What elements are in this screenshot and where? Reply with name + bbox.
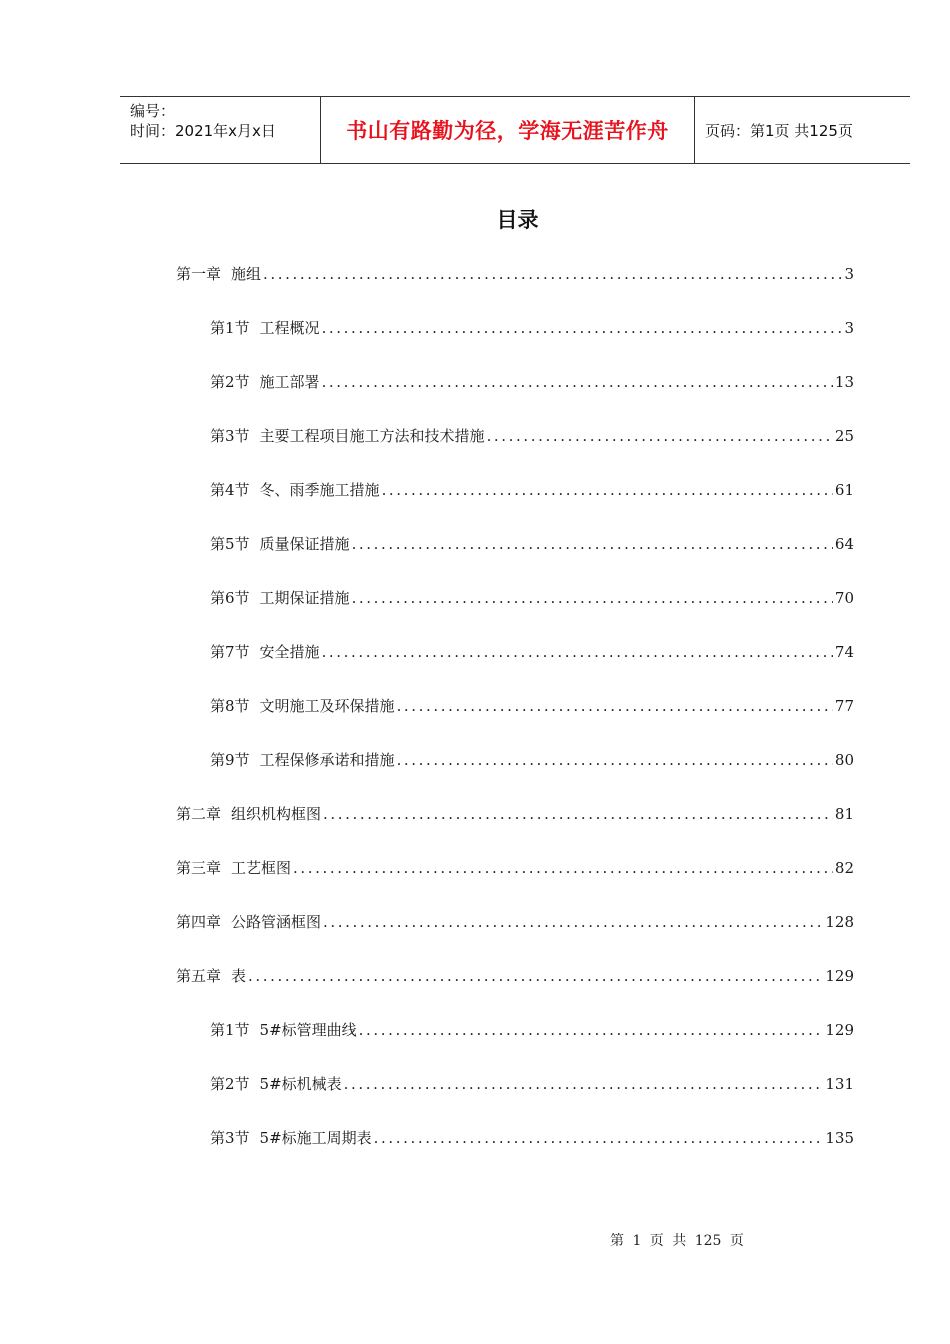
toc-leader-dots: [263, 262, 842, 286]
toc-entry-section[interactable]: [210, 532, 854, 556]
toc-entry-label: 质量保证措施: [259, 535, 350, 553]
toc-leader-dots: [397, 748, 833, 772]
toc-leader-dots: [352, 586, 833, 610]
toc-leader-dots: [322, 640, 833, 664]
toc-entry-chapter-4[interactable]: [176, 910, 854, 934]
toc-entry-number: 第3节: [210, 427, 250, 445]
toc-entry-label: 安全措施: [259, 643, 320, 661]
toc-entry-label: 组织机构框图: [231, 805, 322, 823]
motto-text: 书山有路勤为径，学海无涯苦作舟: [346, 119, 669, 143]
toc-leader-dots: [323, 910, 823, 934]
toc-entry-label: 工艺框图: [231, 859, 292, 877]
toc-entry-page: 131: [825, 1075, 854, 1093]
toc-entry-label: 施工部署: [259, 373, 320, 391]
toc-entry-number: 第一章: [176, 265, 222, 283]
toc-entry-page: 135: [825, 1129, 854, 1147]
toc-entry-section[interactable]: [210, 748, 854, 772]
toc-entry-page: 128: [825, 913, 854, 931]
toc-leader-dots: [248, 964, 823, 988]
page-info-text: 页码：第1页 共125页: [705, 121, 853, 140]
toc-leader-dots: [344, 1072, 824, 1096]
toc-entry-number: 第3节: [210, 1129, 250, 1147]
toc-entry-chapter-5[interactable]: [176, 964, 854, 988]
toc-entry-label: 5#标管理曲线: [259, 1021, 357, 1039]
toc-entry-page: 77: [834, 697, 854, 715]
toc-entry-number: 第三章: [176, 859, 222, 877]
toc-entry-number: 第6节: [210, 589, 250, 607]
toc-entry-section[interactable]: [210, 424, 854, 448]
toc-entry-label: 5#标机械表: [259, 1075, 342, 1093]
toc-entry-number: 第2节: [210, 1075, 250, 1093]
toc-entry-section[interactable]: [210, 694, 854, 718]
toc-leader-dots: [322, 316, 843, 340]
toc-entry-number: 第1节: [210, 1021, 250, 1039]
toc-leader-dots: [397, 694, 833, 718]
toc-entry-label: 5#标施工周期表: [259, 1129, 372, 1147]
toc-entry-page: 70: [834, 589, 854, 607]
toc-title: 目录: [496, 208, 539, 232]
toc-entry-number: 第9节: [210, 751, 250, 769]
toc-entry-section[interactable]: [210, 1126, 854, 1150]
toc-entry-number: 第四章: [176, 913, 222, 931]
toc-entry-chapter-3[interactable]: [176, 856, 854, 880]
toc-entry-page: 3: [844, 265, 854, 283]
toc-entry-number: 第5节: [210, 535, 250, 553]
toc-entry-section[interactable]: [210, 370, 854, 394]
time-label: 时间：2021年x月x日: [130, 122, 276, 140]
toc-entry-chapter-2[interactable]: [176, 802, 854, 826]
header-meta-cell: [120, 97, 321, 163]
toc-leader-dots: [382, 478, 833, 502]
header-page-cell: [695, 97, 910, 163]
toc-entry-section[interactable]: [210, 1018, 854, 1042]
toc-entry-section[interactable]: [210, 640, 854, 664]
toc-entry-label: 主要工程项目施工方法和技术措施: [259, 427, 485, 445]
toc-entry-page: 129: [825, 967, 854, 985]
toc-entry-label: 文明施工及环保措施: [259, 697, 395, 715]
toc-leader-dots: [374, 1126, 824, 1150]
toc-entry-section[interactable]: [210, 586, 854, 610]
toc-entry-page: 82: [834, 859, 854, 877]
serial-number-label: 编号：: [130, 102, 176, 120]
toc-leader-dots: [487, 424, 833, 448]
toc-entry-page: 129: [825, 1021, 854, 1039]
toc-entry-page: 25: [834, 427, 854, 445]
toc-entry-section[interactable]: [210, 478, 854, 502]
toc-entry-label: 公路管涵框图: [231, 913, 322, 931]
toc-leader-dots: [352, 532, 833, 556]
toc-entry-label: 冬、雨季施工措施: [259, 481, 380, 499]
toc-entry-chapter-1[interactable]: [176, 262, 854, 286]
toc-entry-page: 3: [844, 319, 854, 337]
page-footer: 第 1 页 共 125 页: [610, 1233, 744, 1249]
toc-leader-dots: [359, 1018, 824, 1042]
toc-entry-label: 工期保证措施: [259, 589, 350, 607]
toc-entry-number: 第2节: [210, 373, 250, 391]
toc-entry-page: 64: [834, 535, 854, 553]
toc-leader-dots: [293, 856, 833, 880]
toc-entry-section[interactable]: [210, 1072, 854, 1096]
toc-entry-number: 第二章: [176, 805, 222, 823]
toc-entry-page: 13: [834, 373, 854, 391]
toc-leader-dots: [322, 370, 833, 394]
toc-leader-dots: [323, 802, 833, 826]
toc-entry-page: 61: [834, 481, 854, 499]
toc-entry-section[interactable]: [210, 316, 854, 340]
document-header: [120, 96, 910, 164]
toc-entry-label: 施组: [231, 265, 262, 283]
toc-entry-page: 74: [834, 643, 854, 661]
toc-entry-label: 工程保修承诺和措施: [259, 751, 395, 769]
toc-entry-number: 第7节: [210, 643, 250, 661]
toc-entry-number: 第五章: [176, 967, 222, 985]
toc-entry-number: 第8节: [210, 697, 250, 715]
toc-entry-label: 工程概况: [259, 319, 320, 337]
toc-entry-number: 第1节: [210, 319, 250, 337]
toc-entry-number: 第4节: [210, 481, 250, 499]
header-motto-cell: [321, 97, 695, 163]
toc-entry-label: 表: [231, 967, 247, 985]
toc-entry-page: 81: [834, 805, 854, 823]
toc-entry-page: 80: [834, 751, 854, 769]
